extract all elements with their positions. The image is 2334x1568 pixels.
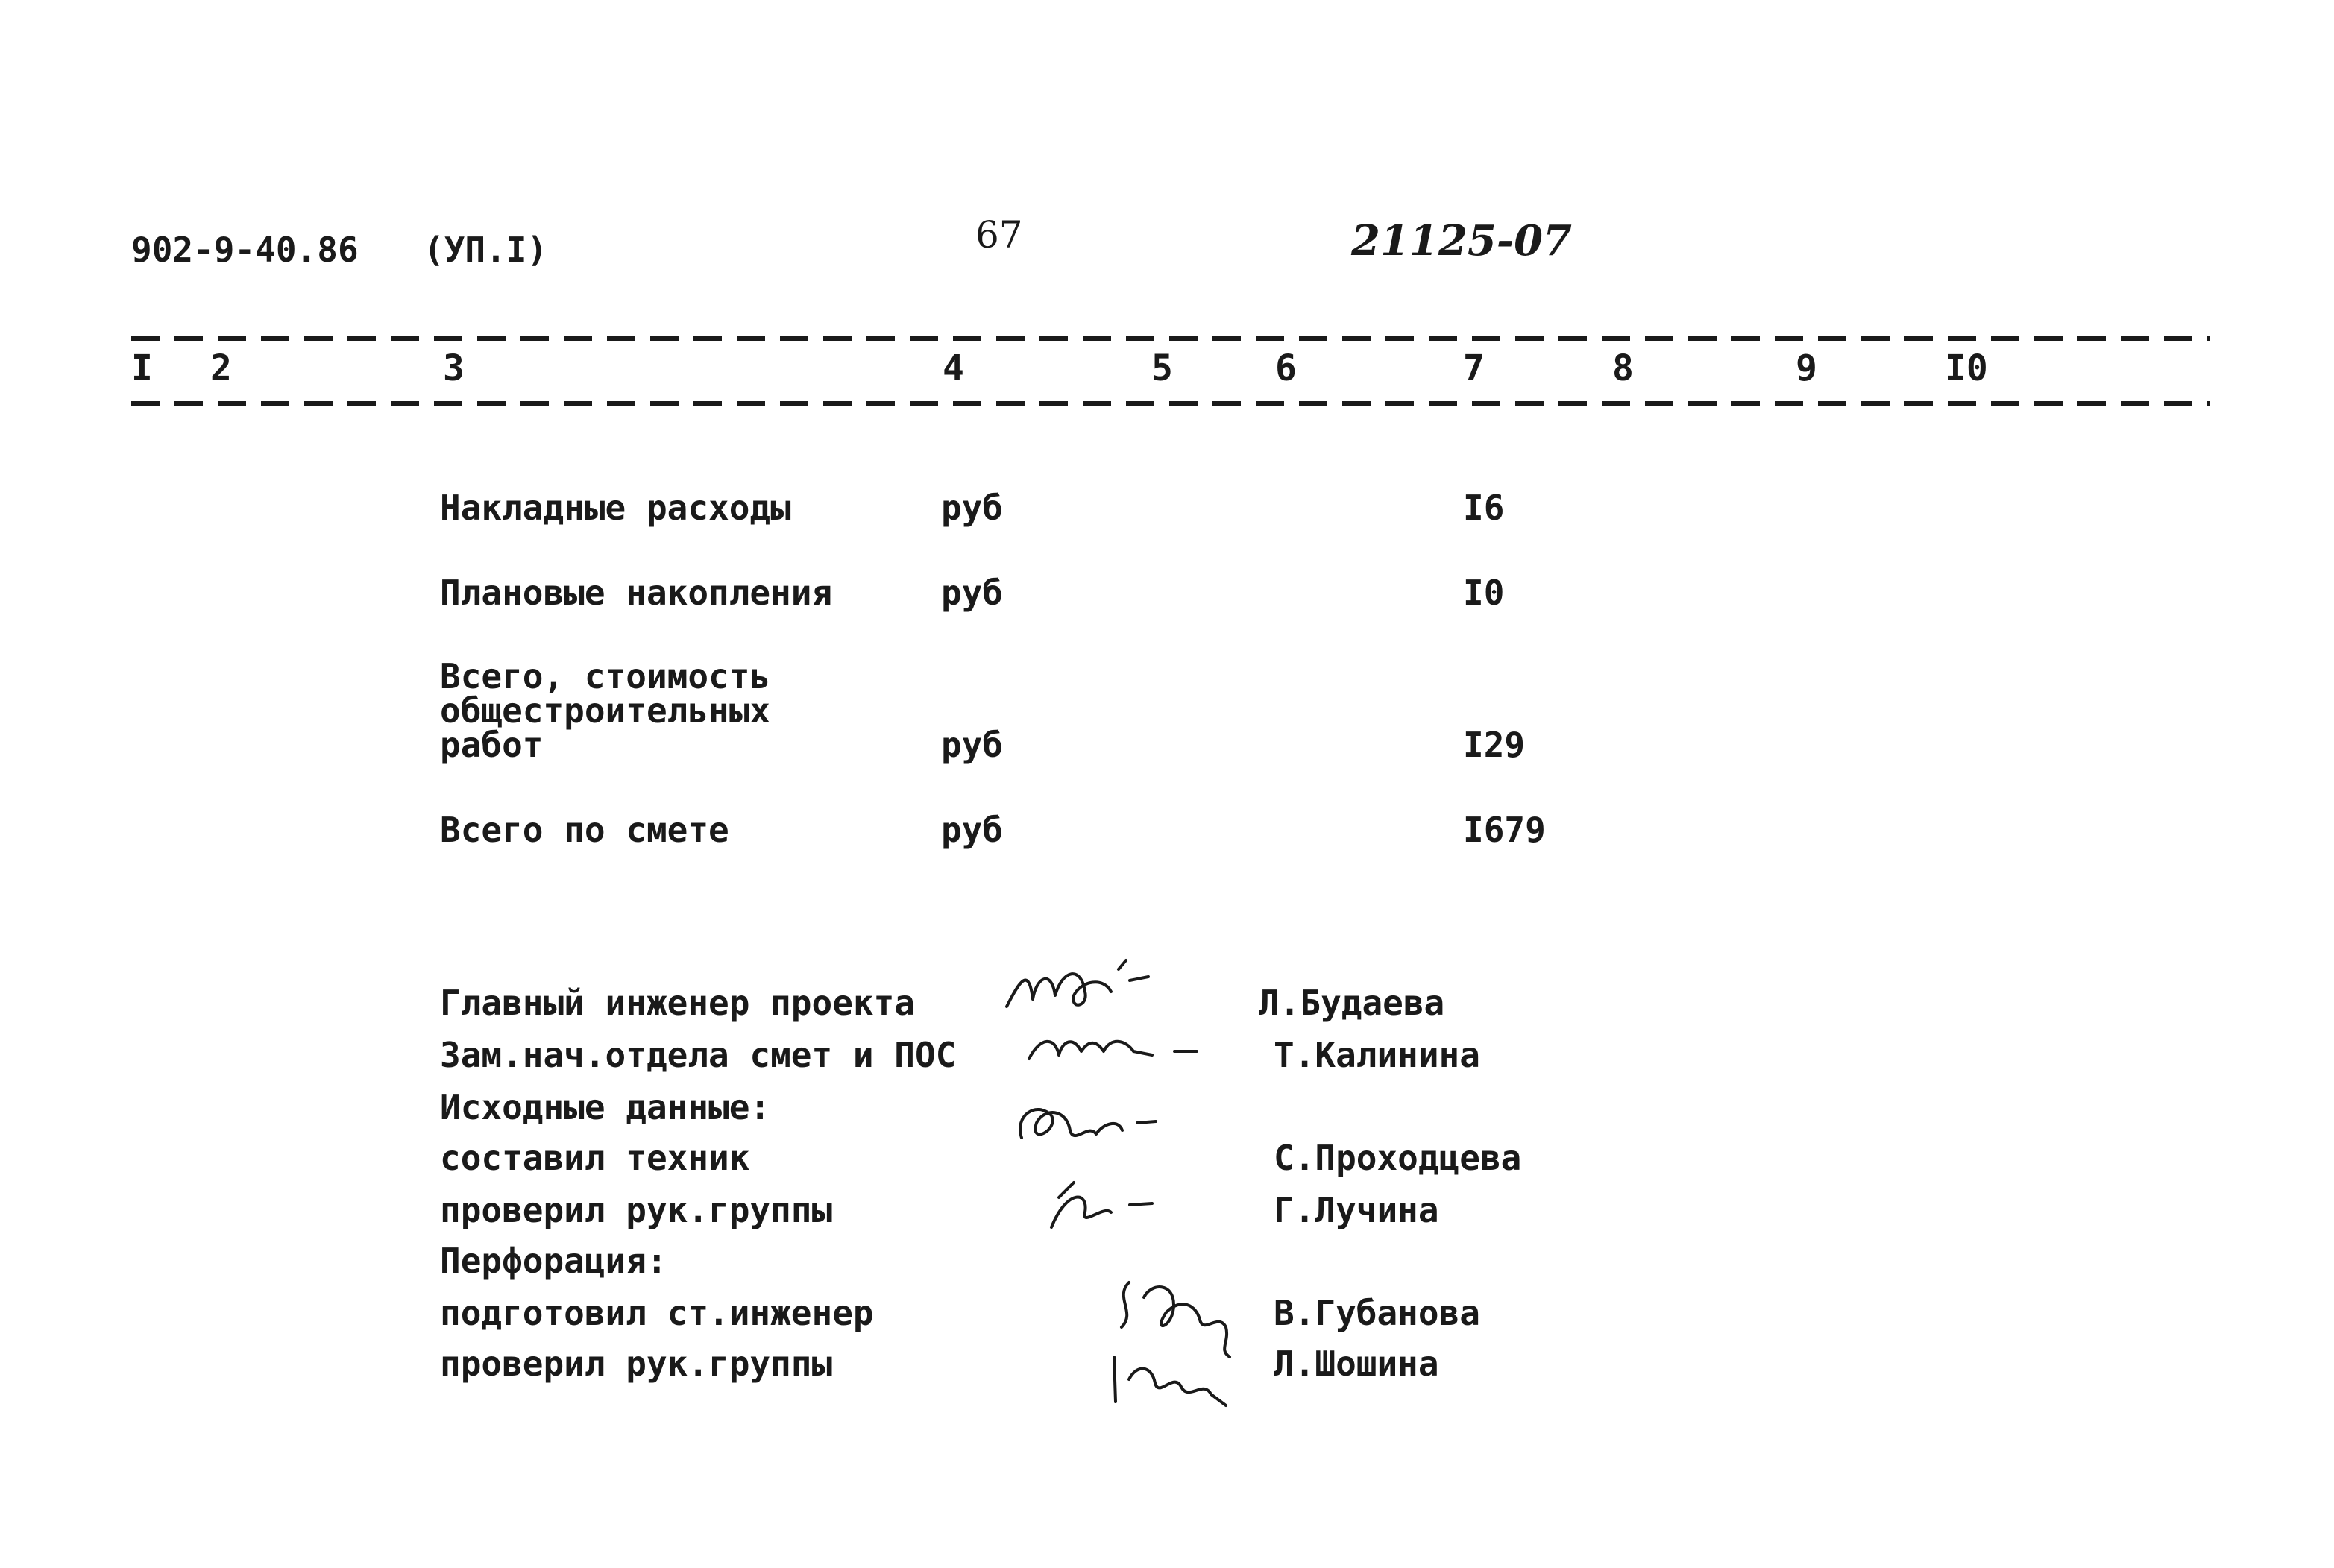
- role-source-data-heading: Исходные данные:: [440, 1087, 771, 1127]
- column-number: 2: [210, 347, 232, 389]
- name-gubanova: В.Губанова: [1274, 1293, 1480, 1333]
- row-unit: руб: [941, 488, 1004, 528]
- name-shoshina: Л.Шошина: [1274, 1344, 1439, 1384]
- row-value: I679: [1463, 810, 1546, 850]
- row-value: I0: [1463, 573, 1505, 613]
- column-number: 9: [1796, 347, 1817, 389]
- column-number: I: [131, 347, 153, 389]
- signature-mark: [1022, 1021, 1215, 1074]
- row-value: I6: [1463, 488, 1505, 528]
- role-deputy-head: Зам.нач.отдела смет и ПОС: [440, 1035, 957, 1075]
- row-label-line: общестроительных: [440, 690, 771, 731]
- row-label-estimate-total: Всего по смете: [440, 810, 729, 850]
- section-code: (УП.I): [424, 230, 548, 270]
- role-perforation-heading: Перфорация:: [440, 1241, 667, 1281]
- column-number: 4: [943, 347, 964, 389]
- row-unit: руб: [941, 810, 1004, 850]
- document-code: 902-9-40.86: [131, 230, 359, 270]
- row-label-planned-savings: Плановые накопления: [440, 573, 833, 613]
- row-label-line: работ: [440, 725, 544, 765]
- role-prepared-by: подготовил ст.инженер: [440, 1293, 874, 1333]
- row-label-line: Всего, стоимость: [440, 656, 771, 696]
- row-value: I29: [1463, 725, 1526, 765]
- top-dashed-rule: [131, 336, 2210, 341]
- column-number: I0: [1945, 347, 1988, 389]
- page-number: 67: [975, 213, 1023, 256]
- name-prokhodtseva: С.Проходцева: [1274, 1138, 1522, 1178]
- role-checked-by: проверил рук.группы: [440, 1190, 833, 1230]
- column-number: 8: [1612, 347, 1634, 389]
- archive-number: 21125-07: [1351, 216, 1572, 265]
- column-number: 7: [1463, 347, 1485, 389]
- name-luchina: Г.Лучина: [1274, 1190, 1439, 1230]
- bottom-dashed-rule: [131, 401, 2210, 406]
- role-compiled-by: составил техник: [440, 1138, 750, 1178]
- role-chief-engineer: Главный инженер проекта: [440, 983, 915, 1023]
- column-number: 6: [1275, 347, 1297, 389]
- signature-mark: [1007, 1093, 1186, 1242]
- role-checked-by: проверил рук.группы: [440, 1344, 833, 1384]
- row-label-overhead: Накладные расходы: [440, 488, 791, 528]
- signature-mark: [1107, 1268, 1256, 1417]
- name-kalinina: Т.Калинина: [1274, 1035, 1480, 1075]
- column-number: 3: [443, 347, 465, 389]
- row-unit: руб: [941, 573, 1004, 613]
- column-number: 5: [1151, 347, 1173, 389]
- row-label-total-construction: [440, 656, 771, 765]
- name-budaeva: Л.Будаева: [1259, 983, 1445, 1023]
- row-unit: руб: [941, 725, 1004, 765]
- signature-mark: [999, 954, 1171, 1021]
